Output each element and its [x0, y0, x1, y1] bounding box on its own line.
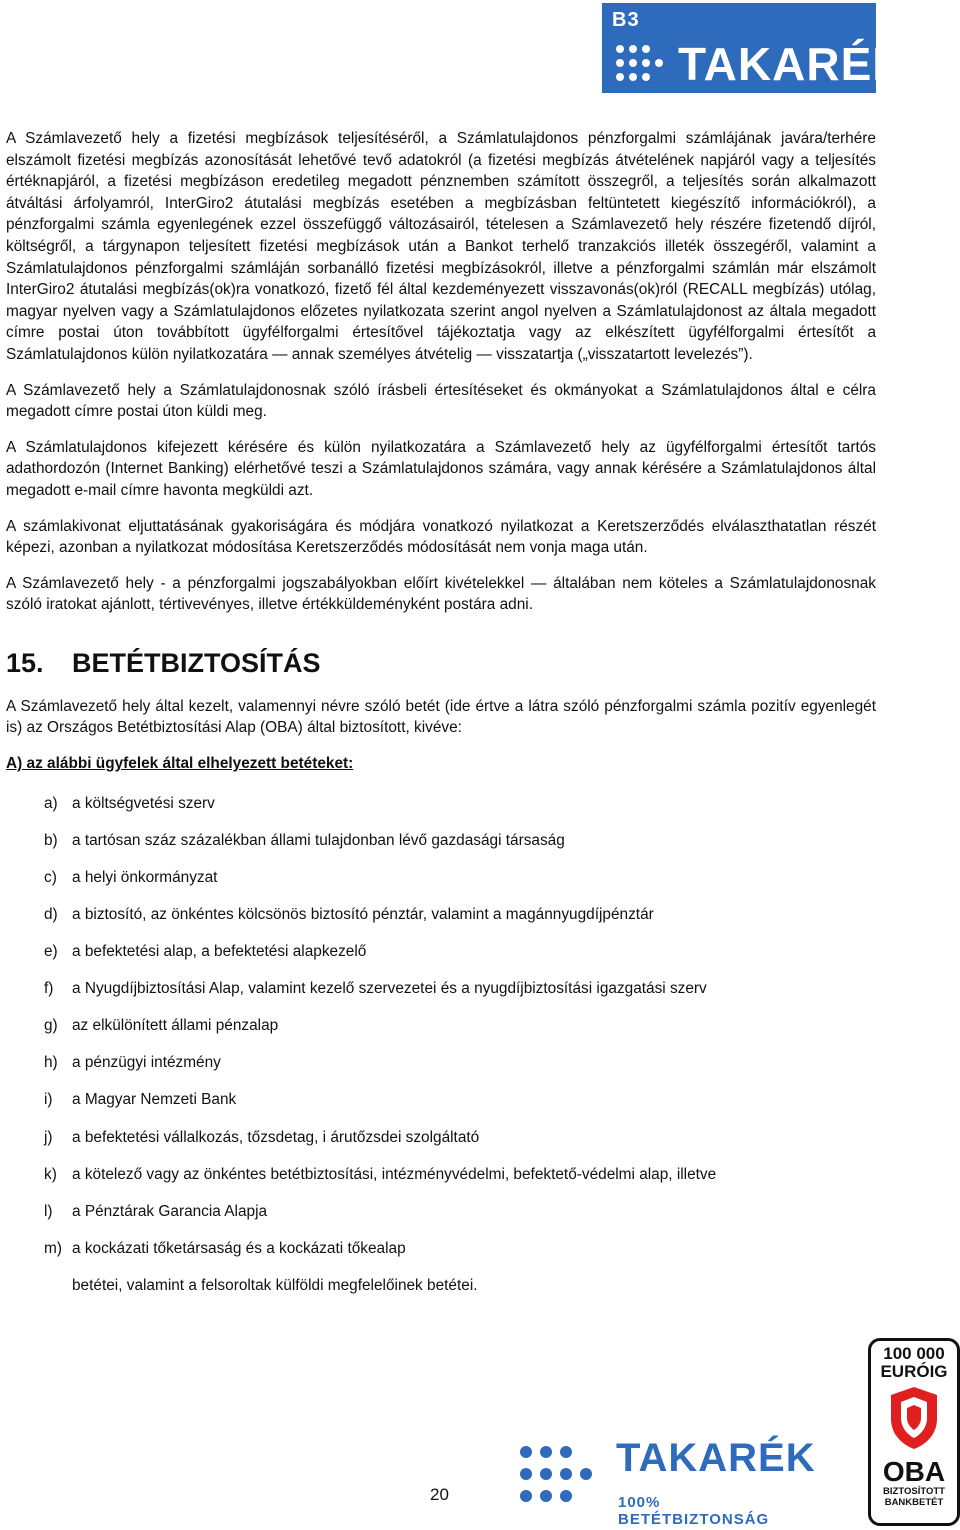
list-item-label: g) [44, 1017, 58, 1035]
badge-line1: BIZTOSÍTOTT [883, 1486, 945, 1497]
list-item [6, 1052, 876, 1074]
list-item [6, 793, 876, 815]
list-item-text: a pénzügyi intézmény [72, 1054, 221, 1072]
list-item [6, 1015, 876, 1037]
paragraph: A számlakivonat eljuttatásának gyakoriságára és módjára vonatkozó nyilatkozat a Keretszerződés elválaszthatatlan részét képezi, azonban a nyilatkozat módosítása Keretszerződés módosítását nem vonja maga után. [6, 517, 876, 557]
list-item-text: a befektetési vállalkozás, tőzsdetag, i árutőzsdei szolgáltató [72, 1128, 480, 1146]
list-item-label: d) [44, 905, 58, 923]
badge-amount: 100 000 [883, 1344, 945, 1363]
list-item-label: j) [44, 1128, 53, 1146]
logo-name: TAKARÉK [678, 38, 907, 90]
top-brand-logo [602, 3, 907, 93]
list-item [6, 941, 876, 963]
badge-line2: BANKBETÉT [884, 1497, 944, 1508]
list-item-label: a) [44, 794, 58, 812]
list-item [6, 1201, 876, 1223]
list-item [6, 1238, 876, 1260]
list-item-label: i) [44, 1091, 53, 1109]
badge-name: OBA [882, 1456, 946, 1487]
paragraph: A Számlavezető hely a fizetési megbízások teljesítéséről, a Számlatulajdonos pénzforgalmi számlájának javára/terhére elszámolt fizetési megbízás azonosítását lehetővé tevő adatokról (a fizetési megbízás átvételének napjáról vagy a teljesítés értéknapjáról, a fizetési megbízáson eredetileg megadott pénznemben számított összegről, a teljesítés során alkalmazott átváltási árfolyamról, InterGiro2 átutalási megbízás esetében a megbízásban feltüntetett kiegészítő információkról), a pénzforgalmi számla egyenlegének ezzel összefüggő változásairól, tételesen a Számlavezető hely részére fizetendő díjról, költségről, a tárgynapon teljesített fizetési megbízások után a Bankot terhelő tranzakciós illeték összegéről, valamint a Számlatulajdonos pénzforgalmi számláján sorbanálló fizetési megbízásokról, illetve a pénzforgalmi számlán már elszámolt InterGiro2 átutalási megbízás(ok)ra vonatkozó, fizető fél által kezdeményezett visszavonás(ok)ról (RECALL megbízás) utólag, magyar nyelven vagy a Számlatulajdonos előzetes nyilatkozata szerint angol nyelven a Számlatulajdonost az általa megadott címre postai úton továbbított ügyfélforgalmi értesítővel tájékoztatja vagy az elkészített ügyfélforgalmi értesítőt a Számlatulajdonos külön nyilatkozatára — annak személyes átvételig — visszatartja („visszatartott levelezés”). [6, 130, 876, 363]
logo-dots-icon [516, 1442, 606, 1512]
list-item-label: m) [44, 1239, 62, 1257]
list-item-label: l) [44, 1202, 53, 1220]
list-item-label: f) [44, 980, 54, 998]
list-item [6, 904, 876, 926]
list-item-text: a költségvetési szerv [72, 794, 215, 812]
footer-brand-logo [516, 1436, 816, 1528]
list-item-label: e) [44, 943, 58, 961]
list-item-text: a Nyugdíjbiztosítási Alap, valamint kezelő szervezetei és a nyugdíjbiztosítási igazgatási szerv [72, 980, 707, 998]
list-item-label: k) [44, 1165, 57, 1183]
list-item-label: c) [44, 868, 57, 886]
section-heading [6, 648, 876, 678]
list-item-text: a biztosító, az önkéntes kölcsönös biztosító pénztár, valamint a magánnyugdíjpénztár [72, 905, 654, 923]
list-item [6, 830, 876, 852]
oba-badge [868, 1338, 960, 1526]
list-item-text: a tartósan száz százalékban állami tulajdonban lévő gazdasági társaság [72, 831, 565, 849]
document-body [6, 128, 876, 1296]
section-number: 15. [6, 647, 44, 678]
section-subheading: A) az alábbi ügyfelek által elhelyezett betéteket: [6, 755, 354, 773]
list-item-text: a kockázati tőketársaság és a kockázati tőkealap [72, 1239, 406, 1257]
logo-prefix: B3 [612, 9, 640, 31]
list-item-text: a befektetési alap, a befektetési alapkezelő [72, 943, 367, 961]
list-item-text: a Pénztárak Garancia Alapja [72, 1202, 268, 1220]
list-item-text: a kötelező vagy az önkéntes betétbiztosítási, intézményvédelmi, befektető-védelmi alap, illetve [72, 1165, 717, 1183]
exception-list [6, 793, 876, 1260]
list-item-text: a helyi önkormányzat [72, 868, 218, 886]
logo-dots-icon [614, 43, 670, 85]
section-title: BETÉTBIZTOSÍTÁS [72, 647, 321, 678]
list-item-label: b) [44, 831, 58, 849]
list-closing-text: betétei, valamint a felsoroltak külföldi megfelelőinek betétei. [72, 1276, 478, 1294]
list-item [6, 867, 876, 889]
footer-logo-name: TAKARÉK [616, 1436, 816, 1480]
list-item [6, 1089, 876, 1111]
list-item [6, 1127, 876, 1149]
badge-until: EURÓIG [880, 1362, 948, 1381]
shield-icon [887, 1385, 941, 1451]
paragraph: A Számlavezető hely - a pénzforgalmi jogszabályokban előírt kivételekkel — általában nem köteles a Számlatulajdonosnak szóló iratokat ajánlott, tértivevényes, illetve értékküldeményként postára adni. [6, 574, 876, 614]
section-intro: A Számlavezető hely által kezelt, valamennyi névre szóló betét (ide értve a látra szóló pénzforgalmi számla pozitív egyenlegét is) az Országos Betétbiztosítási Alap (OBA) által biztosított, kivéve: [6, 697, 876, 737]
list-item-label: h) [44, 1054, 58, 1072]
page-number: 20 [430, 1485, 449, 1504]
list-item [6, 978, 876, 1000]
list-item [6, 1164, 876, 1186]
footer-logo-tagline: 100% BETÉTBIZTONSÁG [618, 1494, 770, 1528]
paragraph: A Számlatulajdonos kifejezett kérésére és külön nyilatkozatára a Számlavezető hely az ügyfélforgalmi értesítőt tartós adathordozón (Internet Banking) elérhetővé teszi a Számlatulajdonos számára, vagy annak kérésére a Számlatulajdonos által megadott e-mail címre havonta megküldi azt. [6, 438, 876, 499]
list-item-text: a Magyar Nemzeti Bank [72, 1091, 237, 1109]
list-item-text: az elkülönített állami pénzalap [72, 1017, 279, 1035]
paragraph: A Számlavezető hely a Számlatulajdonosnak szóló írásbeli értesítéseket és okmányokat a Számlatulajdonos által e célra megadott címre postai úton küldi meg. [6, 381, 876, 421]
